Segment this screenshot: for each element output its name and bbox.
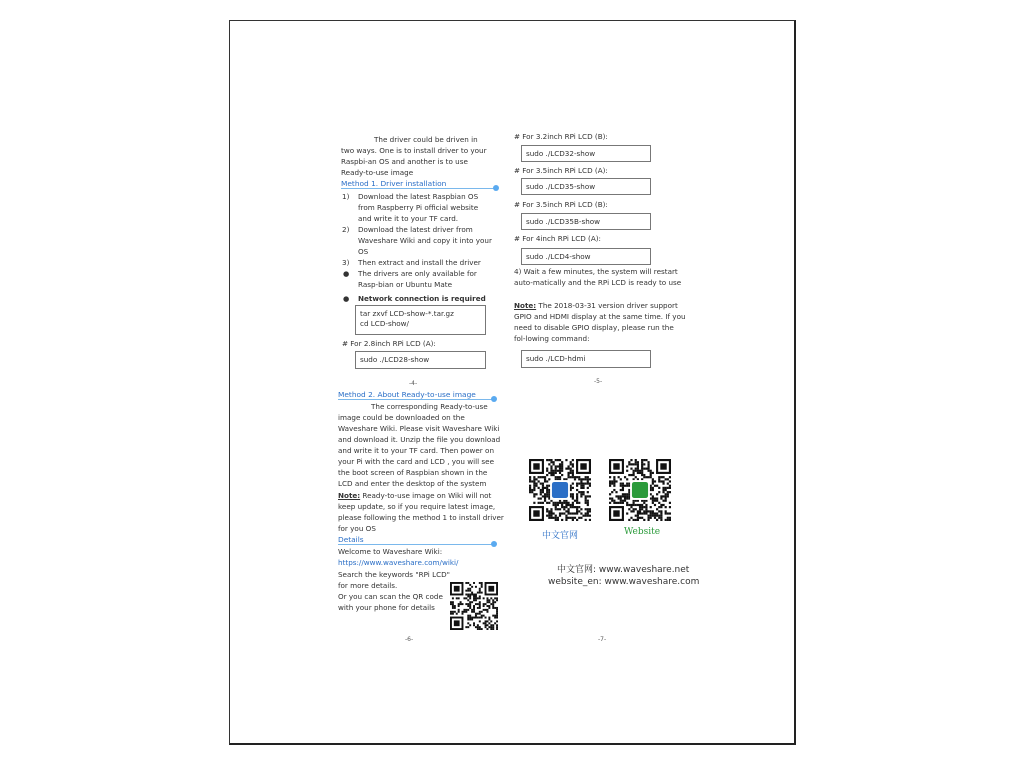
bullet-1-text: The drivers are only available for Rasp-bian or Ubuntu Mate	[358, 269, 477, 289]
step-1-num: 1)	[342, 192, 350, 201]
more-details-text: for more details.	[338, 581, 398, 590]
lcd35b-command-box: sudo ./LCD35B-show	[521, 213, 651, 230]
step-2-num: 2)	[342, 225, 350, 234]
lcd4-label: # For 4inch RPi LCD (A):	[514, 234, 601, 243]
method1-heading: Method 1. Driver installation	[341, 179, 447, 188]
page-number-6: -6-	[405, 636, 414, 643]
bullet-1-dot: ●	[343, 269, 350, 278]
lcd35a-label: # For 3.5inch RPi LCD (A):	[514, 166, 608, 175]
english-site-qr-code	[609, 459, 671, 521]
welcome-text: Welcome to Waveshare Wiki:	[338, 547, 443, 556]
step-1-text: Download the latest Raspbian OS from Raspberry Pi official website and write it to your TF card.	[358, 192, 479, 223]
install-command-box	[355, 305, 486, 335]
details-underline	[338, 544, 494, 545]
method1-underline	[341, 188, 496, 189]
lcd32-command-box: sudo ./LCD32-show	[521, 145, 651, 162]
page6-note-label: Note:	[338, 491, 361, 500]
method2-paragraph: The corresponding Ready-to-use image could be downloaded on the Waveshare Wiki. Please visit Waveshare Wiki and download it. Unzip the file you download and write it to your TF card. Then power on your Pi with the card and LCD , you will see the boot screen of Raspbian shown in the LCD and enter the desktop of the system	[338, 402, 501, 488]
lcd32-label: # For 3.2inch RPi LCD (B):	[514, 132, 608, 141]
page-number-4: -4-	[409, 380, 418, 387]
page5-note-label: Note:	[514, 301, 537, 310]
chinese-site-caption: 中文官网	[542, 531, 579, 541]
step-3-num: 3)	[342, 258, 350, 267]
step-3-text: Then extract and install the driver	[358, 258, 481, 267]
bullet-2-text: Network connection is required	[358, 294, 486, 303]
lcd4-command-box: sudo ./LCD4-show	[521, 248, 651, 265]
bullet-2-dot: ●	[343, 294, 350, 303]
chinese-site-url: 中文官网: www.waveshare.net	[557, 565, 690, 575]
method2-heading: Method 2. About Ready-to-use image	[338, 390, 476, 399]
step-2-text: Download the latest driver from Waveshare Wiki and copy it into your OS	[358, 225, 492, 256]
install-command-line2: cd LCD-show/	[360, 319, 409, 328]
page6-note	[338, 490, 504, 534]
page5-note-text: The 2018-03-31 version driver support GPIO and HDMI display at the same time. If you need to disable GPIO display, please run the fol-lowing command:	[514, 301, 686, 343]
method2-underline	[338, 399, 494, 400]
english-site-caption: Website	[624, 527, 661, 537]
wiki-link[interactable]: https://www.waveshare.com/wiki/	[338, 558, 459, 567]
page-number-5: -5-	[594, 378, 603, 385]
hdmi-command-box: sudo ./LCD-hdmi	[521, 350, 651, 368]
lcd28-label: # For 2.8inch RPi LCD (A):	[342, 339, 436, 348]
english-site-url: website_en: www.waveshare.com	[548, 577, 700, 587]
method1-dot	[493, 185, 499, 191]
intro-paragraph: The driver could be driven in two ways. One is to install driver to your Raspbi-an OS and another is to use Ready-to-use image	[341, 135, 487, 177]
chinese-site-qr-code	[529, 459, 591, 521]
lcd35b-label: # For 3.5inch RPi LCD (B):	[514, 200, 608, 209]
page5-note	[514, 300, 686, 344]
details-dot	[491, 541, 497, 547]
document-sheet	[229, 20, 796, 745]
search-text: Search the keywords "RPi LCD"	[338, 570, 450, 579]
wait-text: 4) Wait a few minutes, the system will restart auto-matically and the RPi LCD is ready to use	[514, 267, 682, 287]
scan-text-1: Or you can scan the QR code	[338, 592, 443, 601]
page-number-7: -7-	[598, 636, 607, 643]
wiki-qr-code	[450, 582, 498, 630]
lcd35a-command-box: sudo ./LCD35-show	[521, 178, 651, 195]
page6-note-text: Ready-to-use image on Wiki will not keep update, so if you require latest image, please following the method 1 to install driver for you OS	[338, 491, 504, 533]
lcd28-command-box: sudo ./LCD28-show	[355, 351, 486, 369]
scan-text-2: with your phone for details	[338, 603, 435, 612]
install-command-line1: tar zxvf LCD-show-*.tar.gz	[360, 309, 454, 318]
details-heading: Details	[338, 535, 364, 544]
